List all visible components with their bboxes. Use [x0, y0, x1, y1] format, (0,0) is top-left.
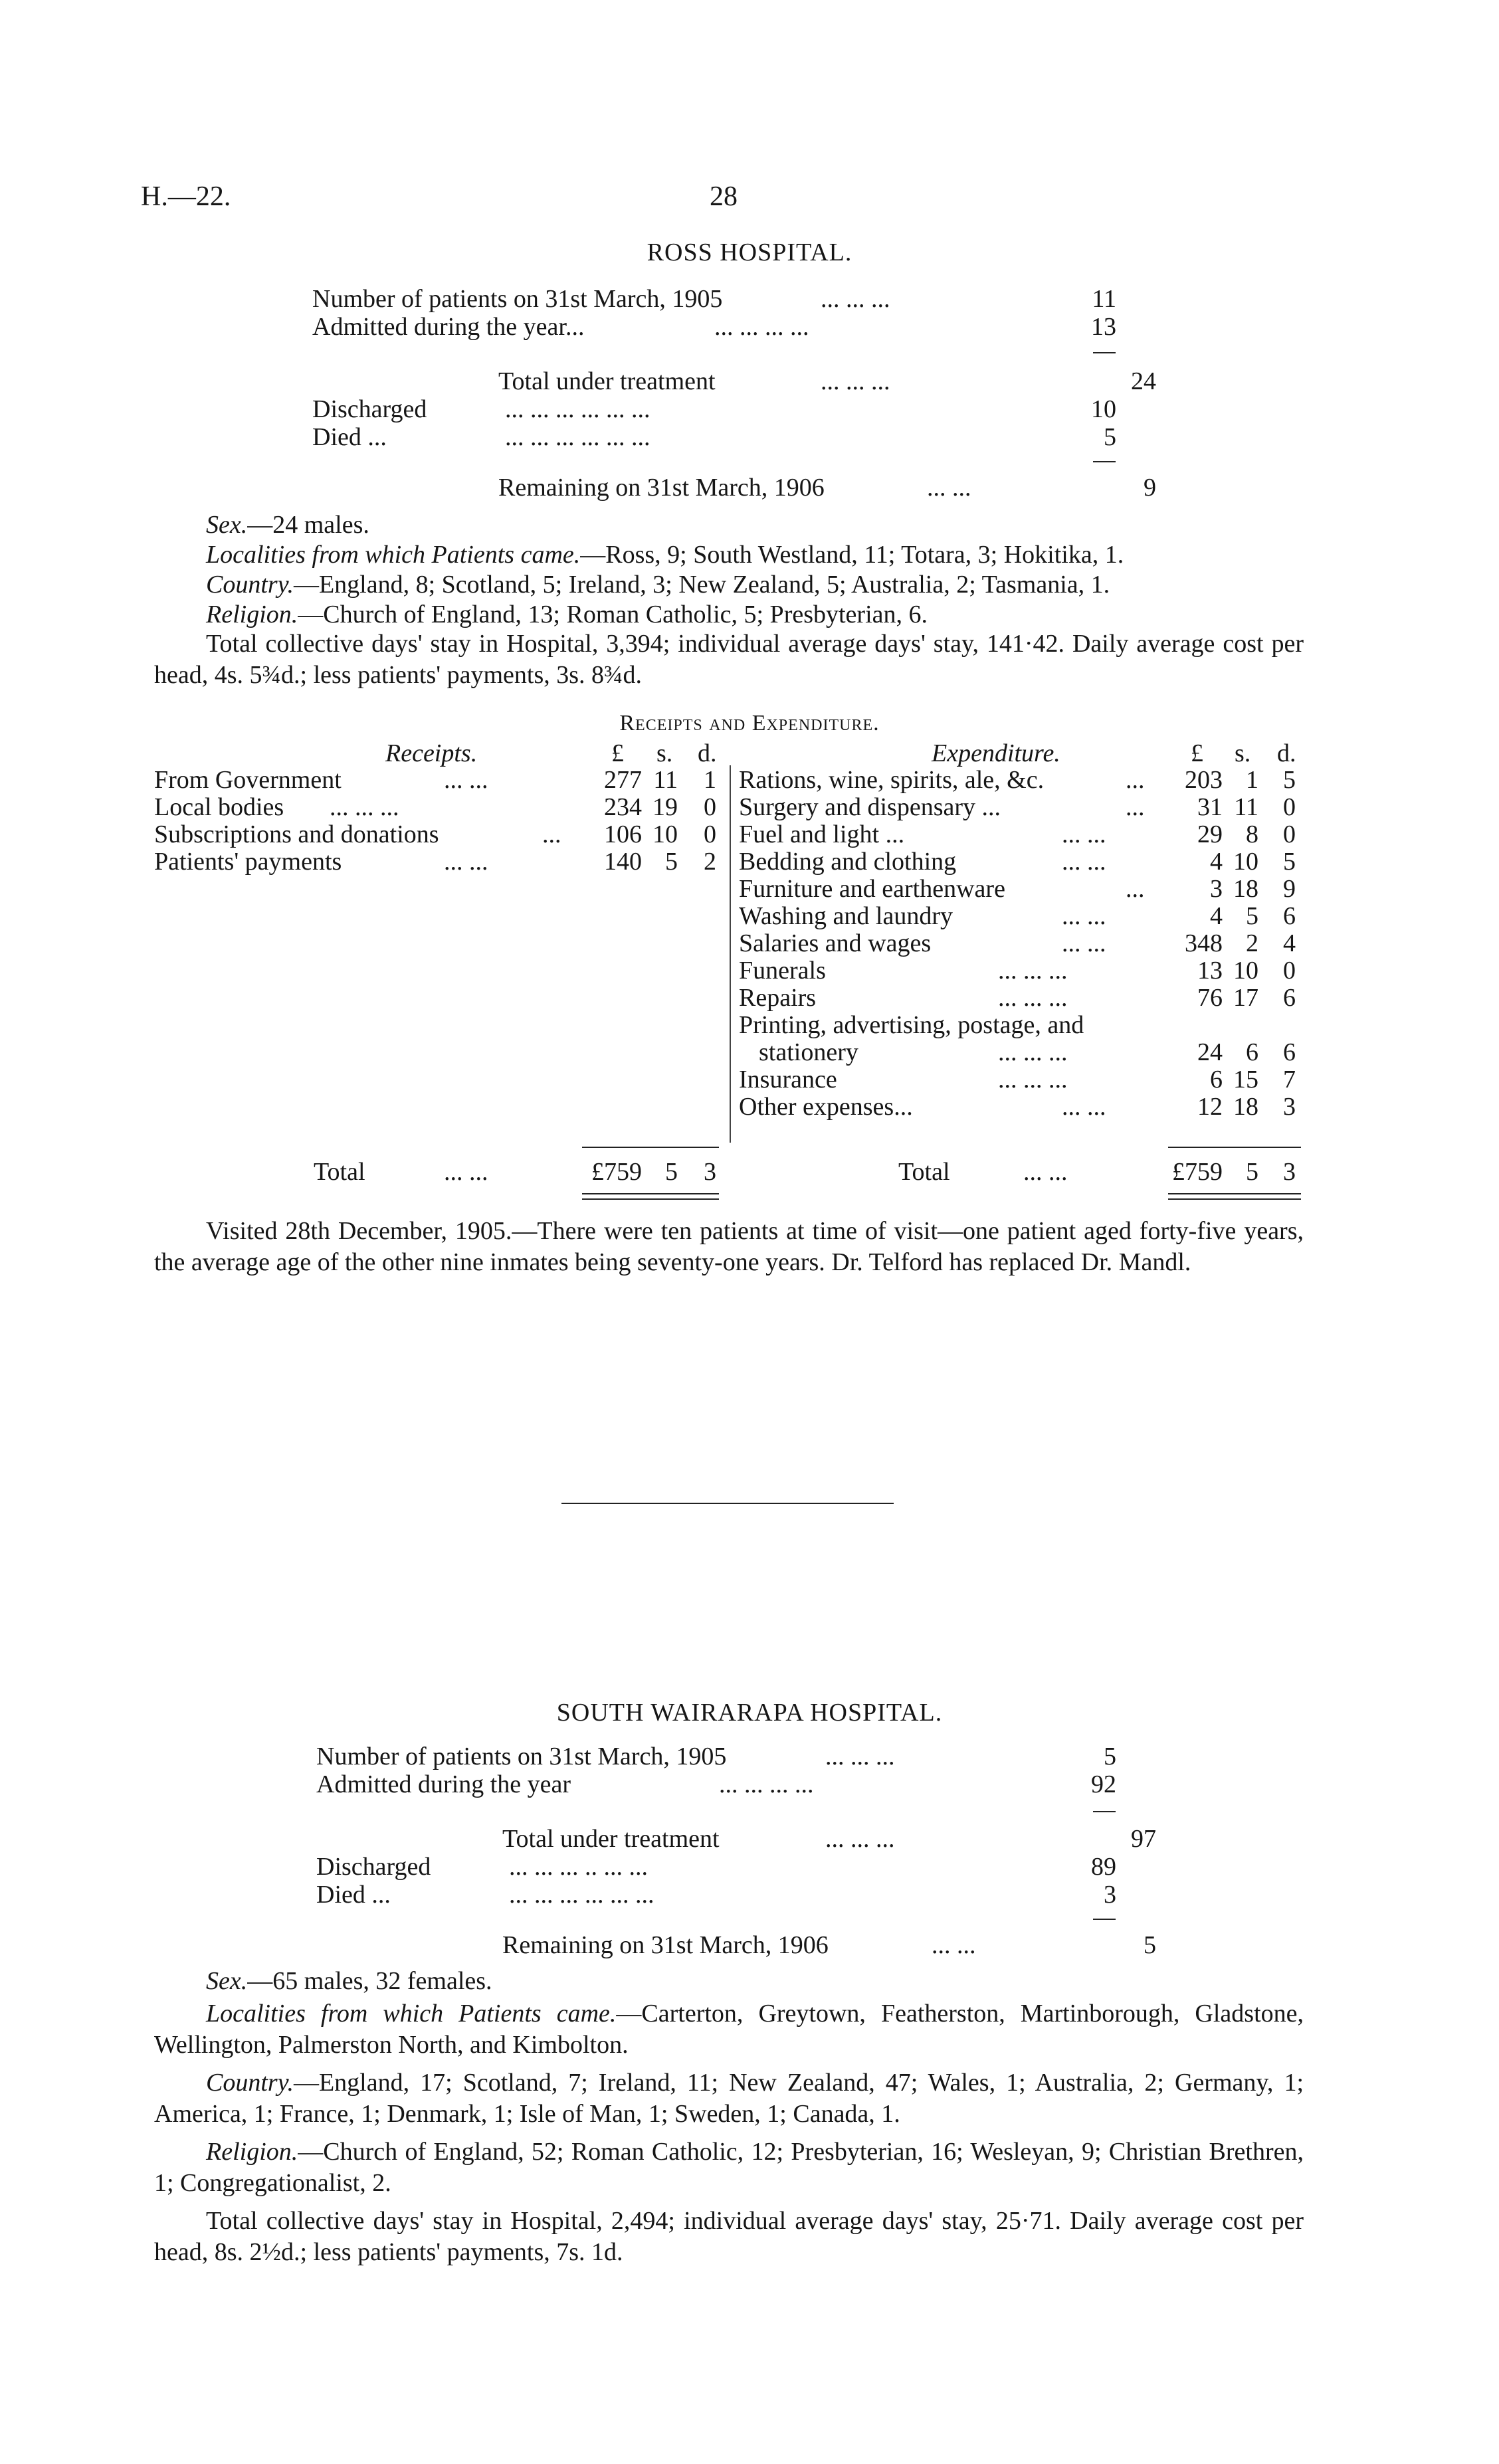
receipts-heading: Receipts. [385, 739, 478, 767]
ross-died-value: 5 [1104, 423, 1116, 451]
ross-stay-paragraph: Total collective days' stay in Hospital, 3,394; individual average days' stay, 141·42. Daily average cost per head, 4s. 5¾d.; less patients' payments, 3s. 8¾d. [154, 630, 1304, 689]
expenditure-row-shillings: 15 [1233, 1066, 1258, 1093]
receipts-pence-header: d. [698, 739, 717, 767]
expenditure-row-pounds: 6 [1210, 1066, 1223, 1093]
ross-remaining-dots: ... ... [927, 474, 971, 502]
ross-localities-text: —Ross, 9; South Westland, 11; Totara, 3; Hokitika, 1. [580, 541, 1124, 569]
receipts-row-pence: 0 [704, 793, 716, 821]
sw-died-value: 3 [1104, 1881, 1116, 1909]
receipts-total-shillings: 5 [665, 1158, 678, 1186]
ross-visited-paragraph: Visited 28th December, 1905.—There were ten patients at time of visit—one patient aged forty-five years, the average age of the other nine inmates being seventy-one years. Dr. Telford has replaced Dr. Mandl. [154, 1217, 1304, 1276]
expenditure-row-label: Printing, advertising, postage, and [739, 1011, 1084, 1039]
receipts-shilling-header: s. [656, 739, 673, 767]
expenditure-row-pounds: 24 [1197, 1038, 1223, 1066]
receipts-row-pounds: 140 [604, 848, 642, 876]
receipts-row-pounds: 234 [604, 793, 642, 821]
expenditure-heading: Expenditure. [932, 739, 1060, 767]
sw-remaining-dots: ... ... [932, 1931, 976, 1959]
expenditure-row-dots: ... ... [1062, 820, 1106, 848]
receipts-row-pounds: 106 [604, 820, 642, 848]
ross-subtotal-rule [1093, 352, 1116, 353]
expenditure-row-pounds: 76 [1197, 984, 1223, 1012]
ross-country-line [206, 570, 1110, 599]
receipts-row-label: Patients' payments [154, 848, 342, 876]
ross-sex-text: —24 males. [247, 511, 369, 539]
expenditure-row-pence: 5 [1283, 766, 1296, 794]
expenditure-row-pence: 6 [1283, 984, 1296, 1012]
expenditure-total-shillings: 5 [1246, 1158, 1258, 1186]
receipts-row-pence: 0 [704, 820, 716, 848]
expenditure-row-label: Rations, wine, spirits, ale, &c. [739, 766, 1045, 794]
expenditure-row-pounds: 348 [1185, 929, 1223, 957]
ross-localities-label: Localities from which Patients came. [206, 541, 581, 569]
receipts-row-label: Subscriptions and donations [154, 820, 439, 848]
ross-country-text: —England, 8; Scotland, 5; Ireland, 3; New Zealand, 5; Australia, 2; Tasmania, 1. [293, 571, 1110, 599]
expenditure-row-dots: ... [1126, 793, 1145, 821]
expenditure-row-shillings: 8 [1246, 820, 1258, 848]
ross-admitted-value: 13 [1091, 313, 1116, 341]
ross-discharged-label: Discharged [312, 395, 427, 423]
expenditure-row-pence: 0 [1283, 957, 1296, 985]
expenditure-row-pence: 9 [1283, 875, 1296, 903]
ross-hospital-title: ROSS HOSPITAL. [647, 238, 852, 266]
expenditure-row-label: Other expenses... [739, 1093, 913, 1121]
sw-religion-text: —Church of England, 52; Roman Catholic, 12; Presbyterian, 16; Wesleyan, 9; Christian Brethren, 1; Congregationalist, 2. [154, 2138, 1304, 2197]
ross-remaining-value: 9 [1144, 474, 1156, 502]
sw-remaining-label: Remaining on 31st March, 1906 [502, 1931, 829, 1959]
expenditure-row-pence: 4 [1283, 929, 1296, 957]
expenditure-row-shillings: 18 [1233, 875, 1258, 903]
expenditure-shilling-header: s. [1235, 739, 1251, 767]
sw-total-value: 97 [1131, 1825, 1156, 1853]
expenditure-row-dots: ... ... ... [998, 984, 1068, 1012]
expenditure-row-shillings: 18 [1233, 1093, 1258, 1121]
sw-sex-label: Sex. [206, 1967, 248, 1995]
ross-admitted-dots: ... ... ... ... [714, 313, 809, 341]
expenditure-pence-header: d. [1277, 739, 1296, 767]
expenditure-row-pence: 7 [1283, 1066, 1296, 1093]
receipts-row-pounds: 277 [604, 766, 642, 794]
expenditure-row-pence: 5 [1283, 848, 1296, 876]
expenditure-row-label: Bedding and clothing [739, 848, 957, 876]
expenditure-row-dots: ... [1126, 875, 1145, 903]
receipts-row-dots: ... ... [444, 766, 488, 794]
expenditure-row-shillings: 17 [1233, 984, 1258, 1012]
expenditure-row-pounds: 203 [1185, 766, 1223, 794]
expenditure-row-pounds: 4 [1210, 848, 1223, 876]
sw-remaining-rule [1093, 1919, 1116, 1920]
expenditure-row-label: Funerals [739, 957, 826, 985]
receipts-total-pence: 3 [704, 1158, 716, 1186]
expenditure-row-pounds: 31 [1197, 793, 1223, 821]
receipts-total-dots: ... ... [444, 1158, 488, 1186]
ross-number-value: 11 [1092, 285, 1116, 313]
ross-total-dots: ... ... ... [821, 367, 890, 395]
expenditure-row-pence: 0 [1283, 820, 1296, 848]
expenditure-total-pence: 3 [1283, 1158, 1296, 1186]
receipts-row-shillings: 11 [653, 766, 678, 794]
expenditure-row-shillings: 10 [1233, 957, 1258, 985]
sw-died-label: Died ... [316, 1881, 391, 1909]
report-reference: H.—22. [141, 181, 231, 212]
section-separator-rule [561, 1503, 894, 1504]
expenditure-total-dots: ... ... [1023, 1158, 1068, 1186]
expenditure-row-pounds: 12 [1197, 1093, 1223, 1121]
expenditure-row-dots: ... ... [1062, 1093, 1106, 1121]
expenditure-row-shillings: 1 [1246, 766, 1258, 794]
expenditure-pound-header: £ [1191, 739, 1203, 767]
expenditure-row-label: Repairs [739, 984, 817, 1012]
expenditure-row-pence: 6 [1283, 902, 1296, 930]
expenditure-row-dots: ... ... ... [998, 1038, 1068, 1066]
receipts-pound-header: £ [611, 739, 624, 767]
expenditure-row-label: stationery [759, 1038, 858, 1066]
sw-country-text: —England, 17; Scotland, 7; Ireland, 11; New Zealand, 47; Wales, 1; Australia, 2; Germany, 1; America, 1; France, 1; Denmark, 1; Isle of Man, 1; Sweden, 1; Canada, 1. [154, 2069, 1304, 2128]
expenditure-row-dots: ... ... ... [998, 1066, 1068, 1093]
expenditure-row-pence: 0 [1283, 793, 1296, 821]
sw-admitted-value: 92 [1091, 1770, 1116, 1798]
expenditure-row-shillings: 11 [1234, 793, 1258, 821]
ross-remaining-rule [1093, 461, 1116, 462]
receipts-total-label: Total [314, 1158, 365, 1186]
receipts-row-dots: ... ... [444, 848, 488, 876]
ross-religion-text: —Church of England, 13; Roman Catholic, 5; Presbyterian, 6. [298, 601, 928, 628]
expenditure-row-shillings: 2 [1246, 929, 1258, 957]
ross-sex-line [206, 510, 369, 539]
sw-discharged-label: Discharged [316, 1853, 431, 1881]
page-number: 28 [710, 181, 738, 212]
sw-sex-text: —65 males, 32 females. [247, 1967, 492, 1995]
expenditure-total-label: Total [898, 1158, 950, 1186]
expenditure-row-pence: 6 [1283, 1038, 1296, 1066]
sw-religion-paragraph [154, 2136, 1304, 2199]
receipts-total-double-rule-1 [582, 1193, 719, 1194]
expenditure-row-dots: ... ... [1062, 848, 1106, 876]
ross-admitted-label: Admitted during the year... [312, 313, 585, 341]
sw-number-dots: ... ... ... [825, 1743, 895, 1770]
expenditure-row-pounds: 3 [1210, 875, 1223, 903]
sw-subtotal-rule [1093, 1811, 1116, 1812]
expenditure-total-double-rule-1 [1168, 1193, 1301, 1194]
expenditure-row-label: Washing and laundry [739, 902, 953, 930]
sw-died-dots: ... ... ... ... ... ... [509, 1881, 654, 1909]
receipts-total-top-rule [582, 1147, 719, 1148]
expenditure-row-shillings: 10 [1233, 848, 1258, 876]
sw-localities-paragraph [154, 1998, 1304, 2061]
sw-discharged-value: 89 [1091, 1853, 1116, 1881]
ross-number-dots: ... ... ... [821, 285, 890, 313]
sw-localities-label: Localities from which Patients came. [206, 2000, 617, 2028]
expenditure-row-dots: ... [1126, 766, 1145, 794]
sw-total-dots: ... ... ... [825, 1825, 895, 1853]
ross-religion-line [206, 600, 928, 629]
expenditure-row-label: Furniture and earthenware [739, 875, 1005, 903]
expenditure-row-label: Fuel and light ... [739, 820, 905, 848]
sw-admitted-label: Admitted during the year [316, 1770, 571, 1798]
receipts-row-shillings: 10 [652, 820, 678, 848]
expenditure-row-dots: ... ... ... [998, 957, 1068, 985]
ross-religion-label: Religion. [206, 601, 298, 628]
ross-number-label: Number of patients on 31st March, 1905 [312, 285, 723, 313]
expenditure-total-pounds: £759 [1172, 1158, 1223, 1186]
receipts-row-label: Local bodies [154, 793, 284, 821]
receipts-row-dots: ... ... ... [330, 793, 399, 821]
receipts-row-dots: ... [542, 820, 561, 848]
sw-country-label: Country. [206, 2069, 294, 2097]
ross-died-dots: ... ... ... ... ... ... [505, 423, 650, 451]
sw-religion-label: Religion. [206, 2138, 298, 2166]
receipts-row-shillings: 5 [665, 848, 678, 876]
sw-total-label: Total under treatment [502, 1825, 720, 1853]
ross-discharged-dots: ... ... ... ... ... ... [505, 395, 650, 423]
south-wairarapa-title: SOUTH WAIRARAPA HOSPITAL. [556, 1699, 943, 1727]
receipts-row-pence: 2 [704, 848, 716, 876]
ross-discharged-value: 10 [1091, 395, 1116, 423]
ross-localities-line [206, 540, 1124, 569]
sw-stay-paragraph: Total collective days' stay in Hospital, 2,494; individual average days' stay, 25·71. Daily average cost per head, 8s. 2½d.; less patients' payments, 7s. 1d. [154, 2207, 1304, 2266]
accounts-column-divider [730, 765, 731, 1143]
sw-discharged-dots: ... ... ... .. ... ... [509, 1853, 648, 1881]
ross-remaining-label: Remaining on 31st March, 1906 [498, 474, 825, 502]
ross-total-label: Total under treatment [498, 367, 716, 395]
expenditure-row-label: Salaries and wages [739, 929, 932, 957]
sw-sex-line [206, 1966, 492, 1996]
expenditure-row-shillings: 6 [1246, 1038, 1258, 1066]
ross-sex-label: Sex. [206, 511, 248, 539]
expenditure-row-pounds: 13 [1197, 957, 1223, 985]
ross-died-label: Died ... [312, 423, 387, 451]
expenditure-row-pounds: 29 [1197, 820, 1223, 848]
receipts-row-label: From Government [154, 766, 342, 794]
expenditure-row-shillings: 5 [1246, 902, 1258, 930]
receipts-row-shillings: 19 [652, 793, 678, 821]
ross-accounts-title: Receipts and Expenditure. [619, 711, 880, 735]
ross-total-value: 24 [1131, 367, 1156, 395]
expenditure-total-double-rule-2 [1168, 1198, 1301, 1200]
expenditure-row-dots: ... ... [1062, 929, 1106, 957]
expenditure-total-top-rule [1168, 1147, 1301, 1148]
sw-localities-text: —Carterton, Greytown, Featherston, Martinborough, Gladstone, Wellington, Palmerston North, and Kimbolton. [154, 2000, 1304, 2059]
expenditure-row-dots: ... ... [1062, 902, 1106, 930]
receipts-total-double-rule-2 [582, 1198, 719, 1200]
sw-number-label: Number of patients on 31st March, 1905 [316, 1743, 727, 1770]
receipts-row-pence: 1 [704, 766, 716, 794]
receipts-total-pounds: £759 [591, 1158, 642, 1186]
expenditure-row-pounds: 4 [1210, 902, 1223, 930]
expenditure-row-label: Insurance [739, 1066, 837, 1093]
expenditure-row-pence: 3 [1283, 1093, 1296, 1121]
sw-country-paragraph [154, 2067, 1304, 2130]
sw-number-value: 5 [1104, 1743, 1116, 1770]
sw-admitted-dots: ... ... ... ... [719, 1770, 814, 1798]
sw-remaining-value: 5 [1144, 1931, 1156, 1959]
ross-country-label: Country. [206, 571, 294, 599]
expenditure-row-label: Surgery and dispensary ... [739, 793, 1001, 821]
